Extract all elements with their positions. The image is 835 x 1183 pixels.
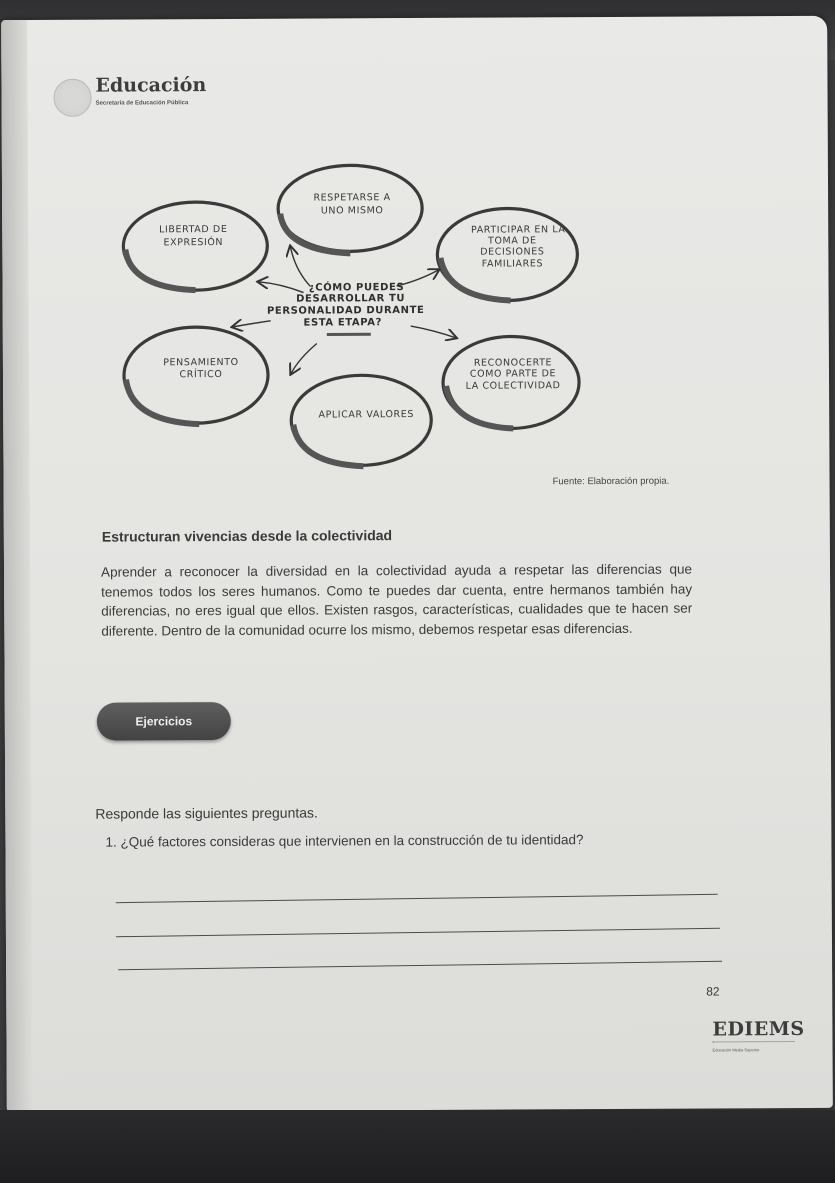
diagram-svg xyxy=(120,157,592,479)
page-number: 82 xyxy=(706,984,720,999)
node-freedom-shade xyxy=(125,249,195,290)
brand-subtitle: Secretaría de Educación Pública xyxy=(95,100,189,107)
arrow-to-freedom xyxy=(259,282,304,293)
arrow-to-thinking xyxy=(233,321,271,327)
center-line-3: PERSONALIDAD DURANTE xyxy=(266,304,425,317)
answer-line-3[interactable] xyxy=(118,961,722,970)
node-respect-line-1: RESPETARSE A xyxy=(313,192,391,204)
node-thinking-shade xyxy=(126,379,199,424)
node-thinking-line-1: PENSAMIENTO xyxy=(163,356,239,369)
node-respect-line-2: UNO MISMO xyxy=(320,205,384,217)
node-recognize-shade xyxy=(446,385,513,428)
ediems-logo-subtitle: Educación Media Superior xyxy=(712,1047,760,1053)
arrow-to-values xyxy=(291,344,317,374)
node-participate-line-4: FAMILIARES xyxy=(481,258,544,270)
answer-line-2[interactable] xyxy=(116,928,720,937)
ediems-logo-title: EDIEMS xyxy=(712,1017,805,1041)
center-line-2: DESARROLLAR TU xyxy=(296,293,406,305)
arrow-to-respect xyxy=(290,247,310,287)
node-thinking xyxy=(124,327,269,425)
node-freedom xyxy=(123,202,267,291)
node-values-shade xyxy=(293,424,363,466)
page-edge xyxy=(1,20,33,1112)
center-line-4: ESTA ETAPA? xyxy=(303,317,382,329)
question-1: 1. ¿Qué factores consideras que intervienen en la construcción de tu identidad? xyxy=(105,832,584,850)
center-line-1: ¿CÓMO PUEDES xyxy=(308,282,405,294)
node-respect xyxy=(278,165,422,254)
section-title: Estructuran vivencias desde la colectividad xyxy=(101,527,393,545)
node-values xyxy=(291,375,431,467)
exercise-instructions: Responde las siguientes preguntas. xyxy=(95,804,318,822)
node-recognize-line-3: LA COLECTIVIDAD xyxy=(465,380,561,392)
personality-diagram xyxy=(120,157,592,479)
node-values-line-1: APLICAR VALORES xyxy=(318,409,415,421)
node-thinking-line-2: CRÍTICO xyxy=(179,369,223,381)
figure-source: Fuente: Elaboración propia. xyxy=(552,475,670,488)
exercises-badge: Ejercicios xyxy=(97,702,231,741)
node-recognize xyxy=(443,336,579,429)
seal-icon xyxy=(53,79,91,117)
node-participate-line-2: TOMA DE xyxy=(488,235,537,247)
node-recognize-line-2: COMO PARTE DE xyxy=(469,368,557,380)
brand-title: Educación xyxy=(95,74,207,97)
node-recognize-line-1: RECONOCERTE xyxy=(473,357,553,369)
textbook-page xyxy=(1,16,833,1112)
ediems-logo-rule xyxy=(713,1041,795,1045)
background-bottom xyxy=(0,1110,835,1183)
node-participate xyxy=(437,208,577,301)
node-freedom-line-2: EXPRESIÓN xyxy=(163,237,224,249)
arrow-to-recognize xyxy=(411,326,456,338)
answer-line-1[interactable] xyxy=(116,894,718,903)
node-freedom-line-1: LIBERTAD DE xyxy=(159,223,228,236)
node-participate-line-1: PARTICIPAR EN LA xyxy=(470,224,566,236)
section-paragraph: Aprender a reconocer la diversidad en la colectividad ayuda a respetar las diferencias que tenemos todos los seres humanos. Como te puedes dar cuenta, entre hermanos también hay diferencias, no eres igual que ellos. Existen rasgos, características, cualidades que te hacen ser diferente. Dentro de la comunidad ocurre los mismo, debemos respetar esas diferencias. xyxy=(100,561,693,639)
node-participate-line-3: DECISIONES xyxy=(480,246,545,258)
ediems-logo xyxy=(712,1018,804,1052)
